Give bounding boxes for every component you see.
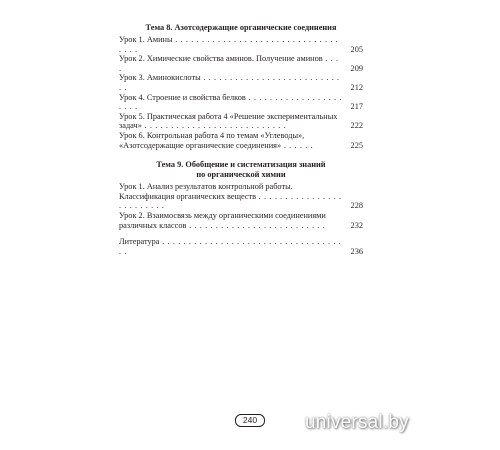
toc-entry-page: 205 <box>350 44 363 54</box>
toc-entry[interactable] <box>119 131 363 150</box>
toc-entry-page: 232 <box>350 220 363 230</box>
toc-entry-text: Урок 4. Строение и свойства белков <box>119 92 246 102</box>
toc-entry-text: Урок 2. Взаимосвязь между органическими соединениями различных классов <box>119 210 326 230</box>
toc-entry[interactable] <box>119 182 363 211</box>
toc-entry-text: Литература <box>119 237 160 247</box>
toc-entry[interactable] <box>119 35 363 54</box>
toc-entry-text: Урок 3. Аминокислоты <box>119 73 201 83</box>
toc-entry[interactable] <box>119 211 363 230</box>
section-heading-9-line2: по органической химии <box>196 170 286 180</box>
toc-entry-literature[interactable] <box>119 237 363 256</box>
toc-entry[interactable] <box>119 93 363 112</box>
dot-leader: . . . . . . . . . . . . . . . . . . . . . . . . . . . . . . . . . . . . <box>119 237 342 256</box>
dot-leader: . . . . . . . . . . . . . . . . . . . . . . . . . . . . . . . . . . . <box>119 35 339 54</box>
toc-entry-page: 225 <box>350 140 363 150</box>
toc-entry[interactable] <box>119 54 363 73</box>
watermark: universal.by <box>305 412 409 433</box>
page-number: 240 <box>235 414 265 427</box>
toc-entry-text: Урок 2. Химические свойства аминов. Получение аминов <box>119 54 323 64</box>
toc-entry-text: Урок 6. Контрольная работа 4 по темам «Углеводы», «Азотсодержащие органические соединения» <box>119 130 305 150</box>
dot-leader: . . . . . . . . . . . . . . . . . . . . . . . . . . . <box>141 121 287 131</box>
toc-entry-page: 228 <box>350 201 363 211</box>
toc-entry[interactable] <box>119 112 363 131</box>
toc-entry-page: 217 <box>350 102 363 112</box>
toc-entry-text: Урок 1. Анализ результатов контрольной работы. Классификация органических веществ <box>119 182 293 201</box>
toc-entry-text: Урок 5. Практическая работа 4 «Решение экспериментальных задач» <box>119 111 338 131</box>
section-heading-8: Тема 8. Азотсодержащие органические соединения <box>145 23 337 32</box>
dot-leader: . . . . <box>119 54 339 73</box>
dot-leader: . . . . . . . . . . . . . . . . . . . . . . <box>119 92 343 112</box>
dot-leader: . . . . . . . . . . . . . . . . . . . . . . . . . <box>119 191 342 211</box>
toc-entry-page: 222 <box>350 121 363 131</box>
section-heading-9-line1: Тема 9. Обобщение и систематизация знаний <box>156 160 326 170</box>
toc-entry-page: 236 <box>350 246 363 256</box>
toc-entry-page: 212 <box>350 82 363 92</box>
table-of-contents <box>119 23 363 256</box>
toc-entry-text: Урок 1. Амины <box>119 35 173 44</box>
section-heading-9 <box>119 160 363 180</box>
dot-leader: . . . . . . . . . . . . . . . . . . . . . . . . . . <box>186 220 326 230</box>
toc-entry[interactable] <box>119 73 363 92</box>
dot-leader: . . . . . . . . . . . . . . . . . . . . . . . . . . . . <box>119 73 340 92</box>
toc-entry-page: 209 <box>350 63 363 73</box>
dot-leader: . . . . . . <box>281 140 314 150</box>
